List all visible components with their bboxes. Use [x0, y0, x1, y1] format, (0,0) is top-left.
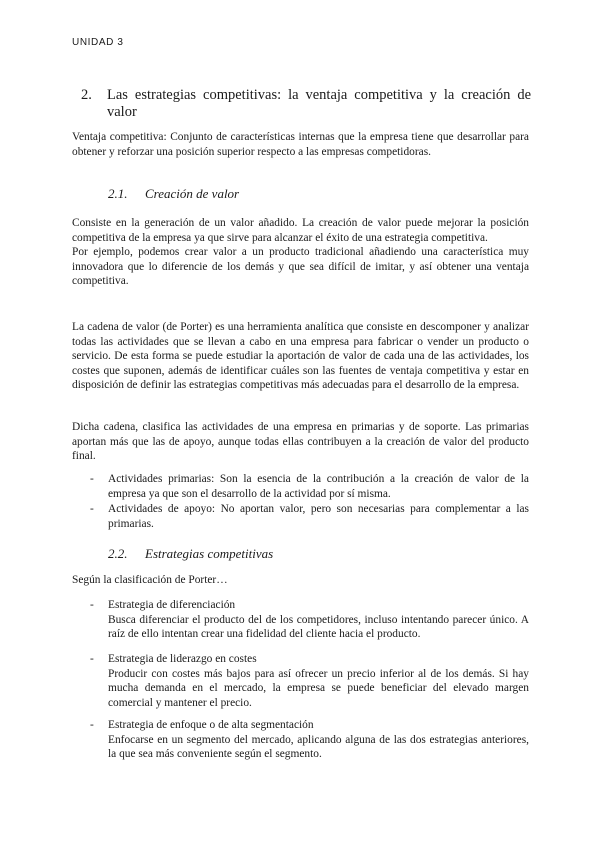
intro-paragraph: Ventaja competitiva: Conjunto de características internas que la empresa tiene que desarrollar para obtener y reforzar una posición superior respecto a las empresas competidoras. — [72, 131, 529, 158]
strategy-title: Estrategia de liderazgo en costes — [108, 653, 257, 665]
section-title: Las estrategias competitivas: la ventaja competitiva y la creación de valor — [107, 87, 531, 120]
bullet-dash: - — [90, 503, 94, 515]
list-item — [90, 472, 529, 501]
cadena-clasificacion-paragraph: Dicha cadena, clasifica las actividades de una empresa en primarias y de soporte. Las primarias aportan más que las de apoyo, aunque todas ellas contribuyen a la creación de valor del producto final. — [72, 421, 529, 462]
list-item — [90, 502, 529, 531]
list-item — [90, 652, 529, 710]
subsection-number: 2.2. — [108, 546, 128, 561]
cadena-valor-paragraph: La cadena de valor (de Porter) es una herramienta analítica que consiste en descomponer y analizar todas las actividades que se llevan a cabo en una empresa para fabricar o vender un producto o servicio. De esta forma se puede estudiar la aportación de valor de cada una de las actividades, los costes que suponen, además de identificar cuáles son las fuentes de ventaja competitiva y estar en disposición de definir las estrategias competitivas más adecuadas para el desarrollo de la empresa. — [72, 321, 529, 391]
estrategias-intro: Según la clasificación de Porter… — [72, 574, 228, 586]
list-item-text: Actividades de apoyo: No aportan valor, pero son necesarias para complementar a las primarias. — [108, 503, 529, 530]
subsection-title: Estrategias competitivas — [145, 546, 274, 561]
section-number: 2. — [81, 87, 92, 103]
list-item-text: Actividades primarias: Son la esencia de la contribución a la creación de valor de la empresa ya que son el desarrollo de la actividad por sí misma. — [108, 473, 529, 500]
section-heading — [81, 87, 531, 121]
creacion-paragraph-2: Por ejemplo, podemos crear valor a un producto tradicional añadiendo una característica muy innovadora que lo diferencie de los demás y que sea difícil de imitar, y así obtener una ventaja competitiva. — [72, 246, 529, 287]
list-item — [90, 718, 529, 762]
subsection-title: Creación de valor — [145, 186, 240, 201]
bullet-dash: - — [90, 473, 94, 485]
creacion-paragraph-1: Consiste en la generación de un valor añadido. La creación de valor puede mejorar la posición competitiva de la empresa ya que sirve para alcanzar el éxito de una estrategia competitiva. — [72, 217, 529, 244]
subsection-heading-creacion — [108, 186, 239, 202]
list-item — [90, 598, 529, 642]
subsection-heading-estrategias — [108, 546, 273, 562]
strategy-description: Producir con costes más bajos para así ofrecer un precio inferior al de los demás. Si hay mucha demanda en el mercado, la empresa se puede beneficiar del elevado margen comercial y mantener el precio. — [108, 667, 529, 709]
bullet-dash: - — [90, 599, 94, 611]
strategy-title: Estrategia de diferenciación — [108, 599, 236, 611]
strategy-description: Busca diferenciar el producto del de los competidores, incluso intentando parecer único. A raíz de ello intentan crear una fidelidad del cliente hacia el producto. — [108, 613, 529, 640]
bullet-dash: - — [90, 653, 94, 665]
strategy-title: Estrategia de enfoque o de alta segmentación — [108, 719, 314, 731]
bullet-dash: - — [90, 719, 94, 731]
creacion-paragraph-block — [72, 216, 529, 289]
page-header: UNIDAD 3 — [72, 37, 124, 48]
strategy-description: Enfocarse en un segmento del mercado, aplicando alguna de las dos estrategias anteriores, la que sea más conveniente según el segmento. — [108, 733, 529, 760]
subsection-number: 2.1. — [108, 186, 128, 201]
